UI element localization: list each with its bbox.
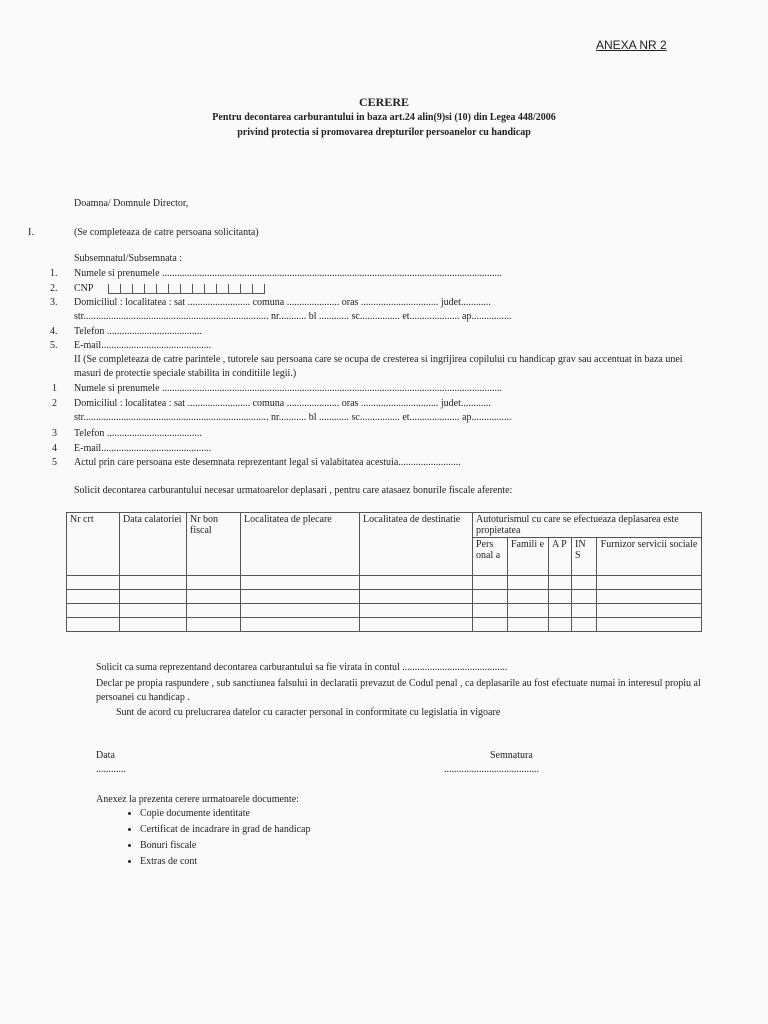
field-number: 4. <box>50 326 58 337</box>
guardian-address-line2[interactable]: str.......................................................................... nr........... bl ............ sc................ et.................... ap................ <box>74 412 512 423</box>
field-number: 1 <box>52 383 57 394</box>
list-item: • Extras de cont <box>140 854 310 870</box>
field-number: 3 <box>52 428 57 439</box>
table-row[interactable] <box>67 576 702 590</box>
table-row[interactable] <box>67 604 702 618</box>
annex-number: ANEXA NR 2 <box>596 38 667 52</box>
col-header-nr: Nr crt <box>67 513 120 576</box>
documents-list <box>118 806 310 870</box>
trips-table <box>66 512 702 632</box>
annex-documents-intro: Anexez la prezenta cerere urmatoarele documente: <box>96 794 299 805</box>
field-number: 2. <box>50 283 58 294</box>
table-row[interactable] <box>67 590 702 604</box>
cnp-label: CNP <box>74 283 94 294</box>
signature-label: Semnatura <box>490 750 533 761</box>
cnp-field[interactable] <box>74 283 265 294</box>
guardian-email-line[interactable]: E-mail............................................ <box>74 443 212 454</box>
address-field-line1[interactable]: Domiciliul : localitatea : sat ......................... comuna ..................... oras ............................... judet............ <box>74 297 491 308</box>
request-text: Solicit decontarea carburantului necesar urmatoarelor deplasari , pentru care atasaez bonurile fiscale aferente: <box>74 485 513 496</box>
col-header-departure: Localitatea de plecare <box>241 513 360 576</box>
col-header-receipt: Nr bon fiscal <box>187 513 241 576</box>
col-header-destination: Localitatea de destinatie <box>360 513 473 576</box>
bank-account-line[interactable]: Solicit ca suma reprezentand decontarea carburantului sa fie virata in contul .......................................... <box>96 662 508 673</box>
guardian-address-line1[interactable]: Domiciliul : localitatea : sat ......................... comuna ..................... oras ............................... judet............ <box>74 398 491 409</box>
col-header-date: Data calatoriei <box>120 513 187 576</box>
field-number: 2 <box>52 398 57 409</box>
document-subtitle-line2: privind protectia si promovarea drepturilor persoanelor cu handicap <box>237 127 531 138</box>
list-item: • Bonuri fiscale <box>140 838 310 854</box>
col-header-provider: Furnizor servicii sociale <box>597 538 702 576</box>
field-number: 4 <box>52 443 57 454</box>
guardian-name-field-line[interactable]: Numele si prenumele ........................................................................................................................................ <box>74 383 503 394</box>
col-header-family: Famili e <box>508 538 549 576</box>
address-field-line2[interactable]: str.......................................................................... nr........... bl ............ sc................ et.................... ap................ <box>74 311 512 322</box>
document-title: CERERE <box>358 95 409 109</box>
section2-note: II (Se completeaza de catre parintele , tutorele sau persoana care se ocupa de cresterea si ingrijirea copilului cu handicap grav sau accentuat in baza unei masuri de protectie speciale stabilita in conditiile legii.) <box>74 354 683 379</box>
legal-representative-act-line[interactable]: Actul prin care persoana este desemnata reprezentant legal si valabitatea acestuia......................... <box>74 457 461 468</box>
document-subtitle-line1: Pentru decontarea carburantului in baza art.24 alin(9)si (10) din Legea 448/2006 <box>212 112 556 123</box>
col-header-personal: Pers onal a <box>473 538 508 576</box>
guardian-phone-line[interactable]: Telefon ...................................... <box>74 428 202 439</box>
col-header-vehicle-owner: Autoturismul cu care se efectueaza deplasarea este propietatea <box>473 513 702 538</box>
declaration-text: Declar pe propia raspundere , sub sanctiunea falsului in declaratii prevazut de Codul penal , ca deplasarile au fost efectuate numai in interesul propiu al persoanei cu handicap . <box>96 678 701 703</box>
col-header-ap: A P <box>549 538 572 576</box>
salutation: Doamna/ Domnule Director, <box>74 198 189 209</box>
data-consent-text: Sunt de acord cu prelucrarea datelor cu caracter personal in conformitate cu legislatia in vigoare <box>116 707 501 718</box>
email-field-line[interactable]: E-mail............................................ <box>74 340 212 351</box>
table-header-row <box>67 513 702 538</box>
section1-roman: I. <box>28 227 34 238</box>
undersigned-label: Subsemnatul/Subsemnata : <box>74 253 183 264</box>
cnp-boxes[interactable] <box>108 283 265 294</box>
field-number: 5. <box>50 340 58 351</box>
field-number: 3. <box>50 297 58 308</box>
list-item: • Certificat de incadrare in grad de handicap <box>140 822 310 838</box>
col-header-ins: IN S <box>572 538 597 576</box>
table-row[interactable] <box>67 618 702 632</box>
date-line[interactable]: ............ <box>96 764 126 775</box>
phone-field-line[interactable]: Telefon ...................................... <box>74 326 202 337</box>
signature-line[interactable]: ...................................... <box>444 764 539 775</box>
field-number: 5 <box>52 457 57 468</box>
date-label: Data <box>96 750 115 761</box>
list-item: • Copie documente identitate <box>140 806 310 822</box>
field-number: 1. <box>50 268 58 279</box>
name-field-line[interactable]: Numele si prenumele ........................................................................................................................................ <box>74 268 503 279</box>
section1-note: (Se completeaza de catre persoana solicitanta) <box>74 227 259 238</box>
